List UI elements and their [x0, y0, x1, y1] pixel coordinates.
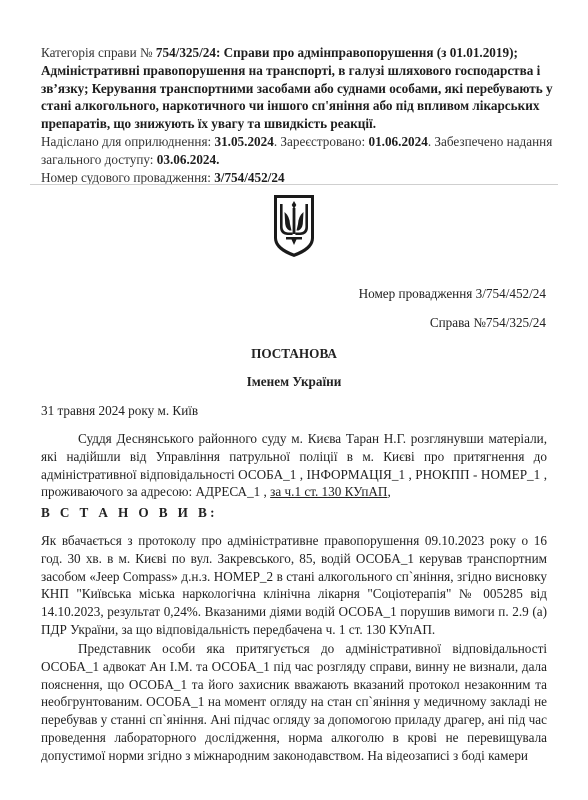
article-reference-link[interactable]: за ч.1 ст. 130 КУпАП	[270, 484, 388, 500]
category-text: 754/325/24: Справи про адмінправопорушення (з 01.01.2019); Адміністративні правопорушення на транспорті, в галузі шляхового господарства і зв’язку; Керування транспортними засобами або суднами особами, які перебувають у стані алкогольного, наркотичного чи іншого сп'яніння або під впливом лікарських препаратів, що знижують їх увагу та швидкість реакції.	[41, 45, 553, 132]
case-category	[41, 44, 561, 133]
document-subtitle: Іменем України	[246, 374, 342, 389]
paragraph-defense: Представник особи яка притягується до адміністративної відповідальності ОСОБА_1 адвокат Ан І.М. та ОСОБА_1 під час розгляду справи, винну не визнали, дала пояснення, що ОСОБА_1 та його захисник вважають вказаний протокол незаконним та необгрунтованим. ОСОБА_1 на момент огляду на стан сп`яніння у медичному закладі не перебував у станні сп`яніння. Ані підчас огляду за допомогою приладу драгер, ані під час проведення лабораторного дослідження, норма алкоголю в крові не перевищувала допустимої норми згідно з міжнародним законодавством. На відеозаписі з боді камери	[41, 641, 547, 763]
access-end: .	[216, 151, 220, 167]
intro-end: ,	[387, 484, 391, 500]
document-title: ПОСТАНОВА	[251, 346, 337, 361]
established-heading: В С Т А Н О В И В:	[41, 505, 218, 520]
access-date: 03.06.2024	[156, 151, 217, 167]
sent-label: Надіслано для оприлюднення:	[41, 133, 215, 149]
trident-icon	[272, 194, 316, 258]
publication-dates	[41, 133, 561, 169]
case-number-line: Справа №754/325/24	[429, 315, 546, 330]
registered-label: . Зареєстровано:	[273, 133, 369, 149]
proceeding-label: Номер судового провадження:	[41, 169, 215, 185]
category-label: Категорія справи №	[41, 45, 156, 60]
sent-date: 31.05.2024	[214, 133, 274, 149]
intro-paragraph	[41, 430, 547, 501]
header-divider	[30, 184, 558, 185]
access-label: . Забезпечено надання загального доступу:	[41, 133, 553, 167]
proceeding-number-line: Номер провадження 3/754/452/24	[358, 286, 546, 301]
date-and-place: 31 травня 2024 року м. Київ	[41, 403, 199, 418]
intro-text: Суддя Деснянського районного суду м. Києва Таран Н.Г. розглянувши матеріали, які надійшли від Управління патрульної поліції в м. Києві про притягнення до адміністративної відповідальності ОСОБА_1 , ІНФОРМАЦІЯ_1 , РНОКПП - НОМЕР_1 , проживаючого за адресою: АДРЕСА_1 ,	[41, 431, 547, 500]
proceeding-number: 3/754/452/24	[214, 169, 285, 185]
registered-date: 01.06.2024	[368, 133, 428, 149]
document-metadata	[41, 44, 561, 186]
paragraph-protocol: Як вбачається з протоколу про адміністративне правопорушення 09.10.2023 року о 16 год. 30 хв. в м. Києві по вул. Закревського, 85, водій ОСОБА_1 керував транспортним засобом «Jeep Compass» д.н.з. НОМЕР_2 в стані алкогольного сп`яніння, згідно висновку КНП "Київська міська наркологічна клінічна лікарня "Соціотерапія" № 005285 від 14.10.2023, результат 0,24%. Вказаними діями водій ОСОБА_1 порушив вимоги п. 2.9 (а) ПДР України, за що відповідальність передбачена ч. 1 ст. 130 КУпАП.	[41, 533, 547, 637]
